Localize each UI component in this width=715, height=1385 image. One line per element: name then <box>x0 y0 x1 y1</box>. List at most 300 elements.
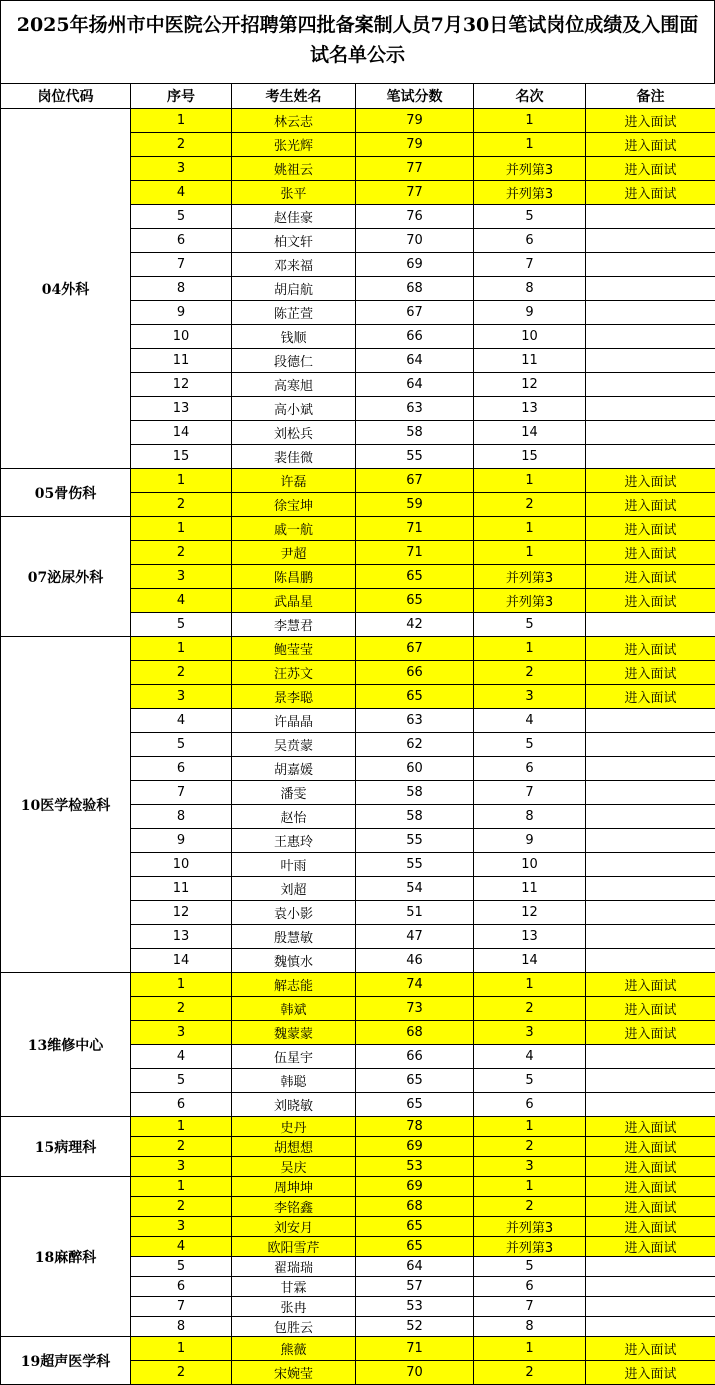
note-cell <box>586 277 715 301</box>
dept-code-cell: 18麻醉科 <box>1 1177 131 1337</box>
table-row <box>1 637 715 661</box>
name-cell: 刘安月 <box>232 1217 356 1237</box>
header-row <box>1 84 715 109</box>
name-cell: 尹超 <box>232 541 356 565</box>
note-cell <box>586 373 715 397</box>
note-cell <box>586 781 715 805</box>
note-cell: 进入面试 <box>586 157 715 181</box>
name-cell: 陈昌鹏 <box>232 565 356 589</box>
name-cell: 甘霖 <box>232 1277 356 1297</box>
rank-cell: 4 <box>474 1045 586 1069</box>
seq-cell: 2 <box>131 661 232 685</box>
note-cell <box>586 949 715 973</box>
note-cell: 进入面试 <box>586 685 715 709</box>
score-cell: 66 <box>356 1045 474 1069</box>
score-cell: 47 <box>356 925 474 949</box>
name-cell: 张光辉 <box>232 133 356 157</box>
score-cell: 65 <box>356 1217 474 1237</box>
rank-cell: 1 <box>474 1177 586 1197</box>
seq-cell: 3 <box>131 1157 232 1177</box>
name-cell: 胡启航 <box>232 277 356 301</box>
rank-cell: 9 <box>474 301 586 325</box>
seq-cell: 10 <box>131 325 232 349</box>
table-row <box>1 1117 715 1137</box>
seq-cell: 2 <box>131 1137 232 1157</box>
table-row <box>1 1337 715 1361</box>
seq-cell: 9 <box>131 301 232 325</box>
name-cell: 胡嘉媛 <box>232 757 356 781</box>
score-cell: 55 <box>356 829 474 853</box>
seq-cell: 12 <box>131 373 232 397</box>
rank-cell: 10 <box>474 853 586 877</box>
dept-code-cell: 10医学检验科 <box>1 637 131 973</box>
rank-cell: 2 <box>474 493 586 517</box>
rank-cell: 3 <box>474 1157 586 1177</box>
name-cell: 邓来福 <box>232 253 356 277</box>
rank-cell: 11 <box>474 877 586 901</box>
score-cell: 70 <box>356 229 474 253</box>
score-cell: 64 <box>356 1257 474 1277</box>
name-cell: 宋婉莹 <box>232 1361 356 1385</box>
note-cell <box>586 1297 715 1317</box>
column-header-dept-code: 岗位代码 <box>1 84 131 109</box>
name-cell: 魏蒙蒙 <box>232 1021 356 1045</box>
score-cell: 58 <box>356 805 474 829</box>
note-cell: 进入面试 <box>586 133 715 157</box>
note-cell <box>586 397 715 421</box>
note-cell: 进入面试 <box>586 1337 715 1361</box>
note-cell: 进入面试 <box>586 1157 715 1177</box>
score-cell: 53 <box>356 1157 474 1177</box>
name-cell: 吴贲蒙 <box>232 733 356 757</box>
name-cell: 裴佳微 <box>232 445 356 469</box>
name-cell: 王惠玲 <box>232 829 356 853</box>
seq-cell: 4 <box>131 589 232 613</box>
seq-cell: 3 <box>131 1021 232 1045</box>
score-cell: 55 <box>356 445 474 469</box>
score-cell: 68 <box>356 277 474 301</box>
note-cell: 进入面试 <box>586 589 715 613</box>
rank-cell: 5 <box>474 613 586 637</box>
seq-cell: 10 <box>131 853 232 877</box>
seq-cell: 1 <box>131 1117 232 1137</box>
rank-cell: 2 <box>474 997 586 1021</box>
note-cell <box>586 1093 715 1117</box>
seq-cell: 3 <box>131 157 232 181</box>
rank-cell: 1 <box>474 541 586 565</box>
score-cell: 69 <box>356 1177 474 1197</box>
name-cell: 林云志 <box>232 109 356 133</box>
rank-cell: 2 <box>474 661 586 685</box>
score-cell: 53 <box>356 1297 474 1317</box>
score-cell: 67 <box>356 301 474 325</box>
score-cell: 65 <box>356 1069 474 1093</box>
rank-cell: 13 <box>474 925 586 949</box>
seq-cell: 2 <box>131 997 232 1021</box>
seq-cell: 1 <box>131 637 232 661</box>
score-cell: 58 <box>356 781 474 805</box>
note-cell: 进入面试 <box>586 493 715 517</box>
rank-cell: 1 <box>474 517 586 541</box>
seq-cell: 12 <box>131 901 232 925</box>
rank-cell: 3 <box>474 685 586 709</box>
score-cell: 51 <box>356 901 474 925</box>
seq-cell: 8 <box>131 1317 232 1337</box>
rank-cell: 8 <box>474 1317 586 1337</box>
rank-cell: 1 <box>474 109 586 133</box>
rank-cell: 并列第3 <box>474 1217 586 1237</box>
note-cell: 进入面试 <box>586 637 715 661</box>
note-cell: 进入面试 <box>586 1117 715 1137</box>
name-cell: 刘晓敏 <box>232 1093 356 1117</box>
seq-cell: 1 <box>131 1337 232 1361</box>
seq-cell: 7 <box>131 781 232 805</box>
rank-cell: 7 <box>474 1297 586 1317</box>
seq-cell: 6 <box>131 1277 232 1297</box>
column-header-rank: 名次 <box>474 84 586 109</box>
seq-cell: 3 <box>131 685 232 709</box>
score-cell: 77 <box>356 157 474 181</box>
note-cell <box>586 253 715 277</box>
name-cell: 叶雨 <box>232 853 356 877</box>
note-cell: 进入面试 <box>586 661 715 685</box>
note-cell: 进入面试 <box>586 1217 715 1237</box>
score-cell: 67 <box>356 637 474 661</box>
note-cell: 进入面试 <box>586 1361 715 1385</box>
rank-cell: 并列第3 <box>474 589 586 613</box>
name-cell: 李慧君 <box>232 613 356 637</box>
note-cell <box>586 421 715 445</box>
note-cell <box>586 1045 715 1069</box>
score-cell: 77 <box>356 181 474 205</box>
name-cell: 熊薇 <box>232 1337 356 1361</box>
rank-cell: 并列第3 <box>474 565 586 589</box>
seq-cell: 14 <box>131 949 232 973</box>
note-cell <box>586 709 715 733</box>
rank-cell: 8 <box>474 805 586 829</box>
score-cell: 70 <box>356 1361 474 1385</box>
seq-cell: 2 <box>131 541 232 565</box>
seq-cell: 6 <box>131 757 232 781</box>
rank-cell: 2 <box>474 1137 586 1157</box>
note-cell <box>586 853 715 877</box>
score-cell: 66 <box>356 325 474 349</box>
rank-cell: 12 <box>474 901 586 925</box>
rank-cell: 13 <box>474 397 586 421</box>
score-cell: 71 <box>356 1337 474 1361</box>
name-cell: 刘超 <box>232 877 356 901</box>
score-cell: 46 <box>356 949 474 973</box>
column-header-name: 考生姓名 <box>232 84 356 109</box>
note-cell: 进入面试 <box>586 109 715 133</box>
name-cell: 包胜云 <box>232 1317 356 1337</box>
name-cell: 景李聪 <box>232 685 356 709</box>
column-header-note: 备注 <box>586 84 715 109</box>
name-cell: 殷慧敏 <box>232 925 356 949</box>
note-cell: 进入面试 <box>586 997 715 1021</box>
score-cell: 64 <box>356 373 474 397</box>
seq-cell: 1 <box>131 1177 232 1197</box>
note-cell <box>586 445 715 469</box>
seq-cell: 11 <box>131 349 232 373</box>
note-cell <box>586 229 715 253</box>
score-cell: 73 <box>356 997 474 1021</box>
seq-cell: 5 <box>131 205 232 229</box>
note-cell <box>586 1277 715 1297</box>
page-title: 2025年扬州市中医院公开招聘第四批备案制人员7月30日笔试岗位成绩及入围面试名单公示 <box>0 0 715 83</box>
score-cell: 55 <box>356 853 474 877</box>
name-cell: 高寒旭 <box>232 373 356 397</box>
rank-cell: 7 <box>474 781 586 805</box>
name-cell: 钱顺 <box>232 325 356 349</box>
name-cell: 刘松兵 <box>232 421 356 445</box>
note-cell: 进入面试 <box>586 1197 715 1217</box>
seq-cell: 11 <box>131 877 232 901</box>
name-cell: 柏文轩 <box>232 229 356 253</box>
note-cell <box>586 205 715 229</box>
name-cell: 史丹 <box>232 1117 356 1137</box>
seq-cell: 9 <box>131 829 232 853</box>
score-cell: 58 <box>356 421 474 445</box>
rank-cell: 5 <box>474 205 586 229</box>
score-cell: 42 <box>356 613 474 637</box>
score-cell: 63 <box>356 709 474 733</box>
rank-cell: 2 <box>474 1197 586 1217</box>
table-row <box>1 1177 715 1197</box>
seq-cell: 1 <box>131 973 232 997</box>
note-cell <box>586 1317 715 1337</box>
results-table <box>0 83 715 1385</box>
seq-cell: 13 <box>131 925 232 949</box>
name-cell: 赵佳豪 <box>232 205 356 229</box>
name-cell: 解志能 <box>232 973 356 997</box>
rank-cell: 1 <box>474 1337 586 1361</box>
note-cell: 进入面试 <box>586 1177 715 1197</box>
score-cell: 65 <box>356 685 474 709</box>
rank-cell: 14 <box>474 421 586 445</box>
note-cell <box>586 805 715 829</box>
seq-cell: 8 <box>131 277 232 301</box>
name-cell: 戚一航 <box>232 517 356 541</box>
score-cell: 67 <box>356 469 474 493</box>
seq-cell: 6 <box>131 229 232 253</box>
score-cell: 74 <box>356 973 474 997</box>
table-row <box>1 109 715 133</box>
rank-cell: 15 <box>474 445 586 469</box>
name-cell: 伍星宇 <box>232 1045 356 1069</box>
name-cell: 袁小影 <box>232 901 356 925</box>
rank-cell: 4 <box>474 709 586 733</box>
seq-cell: 7 <box>131 1297 232 1317</box>
rank-cell: 3 <box>474 1021 586 1045</box>
seq-cell: 8 <box>131 805 232 829</box>
score-cell: 54 <box>356 877 474 901</box>
name-cell: 魏慎水 <box>232 949 356 973</box>
dept-code-cell: 04外科 <box>1 109 131 469</box>
rank-cell: 6 <box>474 229 586 253</box>
name-cell: 许磊 <box>232 469 356 493</box>
seq-cell: 15 <box>131 445 232 469</box>
score-cell: 71 <box>356 541 474 565</box>
dept-code-cell: 05骨伤科 <box>1 469 131 517</box>
rank-cell: 6 <box>474 757 586 781</box>
note-cell: 进入面试 <box>586 1137 715 1157</box>
rank-cell: 10 <box>474 325 586 349</box>
dept-code-cell: 13维修中心 <box>1 973 131 1117</box>
name-cell: 周坤坤 <box>232 1177 356 1197</box>
rank-cell: 1 <box>474 973 586 997</box>
seq-cell: 2 <box>131 1361 232 1385</box>
seq-cell: 4 <box>131 709 232 733</box>
seq-cell: 6 <box>131 1093 232 1117</box>
name-cell: 韩聪 <box>232 1069 356 1093</box>
dept-code-cell: 15病理科 <box>1 1117 131 1177</box>
seq-cell: 5 <box>131 1257 232 1277</box>
seq-cell: 14 <box>131 421 232 445</box>
seq-cell: 2 <box>131 133 232 157</box>
score-cell: 59 <box>356 493 474 517</box>
seq-cell: 4 <box>131 1045 232 1069</box>
note-cell <box>586 1257 715 1277</box>
rank-cell: 5 <box>474 1257 586 1277</box>
score-cell: 63 <box>356 397 474 421</box>
note-cell: 进入面试 <box>586 517 715 541</box>
seq-cell: 5 <box>131 613 232 637</box>
score-cell: 66 <box>356 661 474 685</box>
score-cell: 62 <box>356 733 474 757</box>
name-cell: 鲍莹莹 <box>232 637 356 661</box>
rank-cell: 并列第3 <box>474 181 586 205</box>
name-cell: 高小斌 <box>232 397 356 421</box>
score-cell: 65 <box>356 1093 474 1117</box>
note-cell: 进入面试 <box>586 469 715 493</box>
name-cell: 吴庆 <box>232 1157 356 1177</box>
score-cell: 79 <box>356 109 474 133</box>
rank-cell: 并列第3 <box>474 1237 586 1257</box>
note-cell <box>586 613 715 637</box>
seq-cell: 2 <box>131 493 232 517</box>
note-cell: 进入面试 <box>586 541 715 565</box>
note-cell: 进入面试 <box>586 1237 715 1257</box>
score-cell: 60 <box>356 757 474 781</box>
score-cell: 68 <box>356 1197 474 1217</box>
score-cell: 64 <box>356 349 474 373</box>
note-cell: 进入面试 <box>586 973 715 997</box>
seq-cell: 1 <box>131 109 232 133</box>
rank-cell: 7 <box>474 253 586 277</box>
rank-cell: 12 <box>474 373 586 397</box>
score-cell: 69 <box>356 253 474 277</box>
score-cell: 65 <box>356 1237 474 1257</box>
rank-cell: 6 <box>474 1093 586 1117</box>
rank-cell: 并列第3 <box>474 157 586 181</box>
name-cell: 李铭鑫 <box>232 1197 356 1217</box>
score-cell: 52 <box>356 1317 474 1337</box>
rank-cell: 11 <box>474 349 586 373</box>
note-cell <box>586 733 715 757</box>
note-cell <box>586 829 715 853</box>
note-cell <box>586 301 715 325</box>
name-cell: 武晶星 <box>232 589 356 613</box>
rank-cell: 9 <box>474 829 586 853</box>
name-cell: 汪苏文 <box>232 661 356 685</box>
table-body <box>1 109 715 1385</box>
column-header-seq: 序号 <box>131 84 232 109</box>
seq-cell: 5 <box>131 1069 232 1093</box>
score-cell: 71 <box>356 517 474 541</box>
seq-cell: 4 <box>131 1237 232 1257</box>
note-cell: 进入面试 <box>586 181 715 205</box>
dept-code-cell: 19超声医学科 <box>1 1337 131 1385</box>
seq-cell: 3 <box>131 1217 232 1237</box>
name-cell: 潘雯 <box>232 781 356 805</box>
seq-cell: 4 <box>131 181 232 205</box>
rank-cell: 8 <box>474 277 586 301</box>
rank-cell: 1 <box>474 1117 586 1137</box>
name-cell: 姚祖云 <box>232 157 356 181</box>
rank-cell: 6 <box>474 1277 586 1297</box>
name-cell: 赵怡 <box>232 805 356 829</box>
name-cell: 许晶晶 <box>232 709 356 733</box>
name-cell: 翟瑞瑞 <box>232 1257 356 1277</box>
seq-cell: 7 <box>131 253 232 277</box>
score-cell: 69 <box>356 1137 474 1157</box>
seq-cell: 5 <box>131 733 232 757</box>
name-cell: 胡想想 <box>232 1137 356 1157</box>
rank-cell: 1 <box>474 133 586 157</box>
note-cell: 进入面试 <box>586 1021 715 1045</box>
rank-cell: 5 <box>474 1069 586 1093</box>
note-cell <box>586 877 715 901</box>
table-row <box>1 469 715 493</box>
seq-cell: 13 <box>131 397 232 421</box>
rank-cell: 14 <box>474 949 586 973</box>
seq-cell: 3 <box>131 565 232 589</box>
table-row <box>1 517 715 541</box>
seq-cell: 2 <box>131 1197 232 1217</box>
score-cell: 79 <box>356 133 474 157</box>
rank-cell: 2 <box>474 1361 586 1385</box>
name-cell: 欧阳雪芹 <box>232 1237 356 1257</box>
note-cell <box>586 901 715 925</box>
score-cell: 68 <box>356 1021 474 1045</box>
note-cell <box>586 925 715 949</box>
name-cell: 徐宝坤 <box>232 493 356 517</box>
table-row <box>1 973 715 997</box>
rank-cell: 5 <box>474 733 586 757</box>
name-cell: 韩斌 <box>232 997 356 1021</box>
note-cell: 进入面试 <box>586 565 715 589</box>
note-cell <box>586 757 715 781</box>
name-cell: 张冉 <box>232 1297 356 1317</box>
note-cell <box>586 349 715 373</box>
seq-cell: 1 <box>131 517 232 541</box>
score-cell: 65 <box>356 565 474 589</box>
score-cell: 78 <box>356 1117 474 1137</box>
note-cell <box>586 325 715 349</box>
note-cell <box>586 1069 715 1093</box>
dept-code-cell: 07泌尿外科 <box>1 517 131 637</box>
rank-cell: 1 <box>474 469 586 493</box>
score-cell: 57 <box>356 1277 474 1297</box>
name-cell: 段德仁 <box>232 349 356 373</box>
name-cell: 陈芷萱 <box>232 301 356 325</box>
rank-cell: 1 <box>474 637 586 661</box>
seq-cell: 1 <box>131 469 232 493</box>
score-cell: 65 <box>356 589 474 613</box>
column-header-score: 笔试分数 <box>356 84 474 109</box>
score-cell: 76 <box>356 205 474 229</box>
